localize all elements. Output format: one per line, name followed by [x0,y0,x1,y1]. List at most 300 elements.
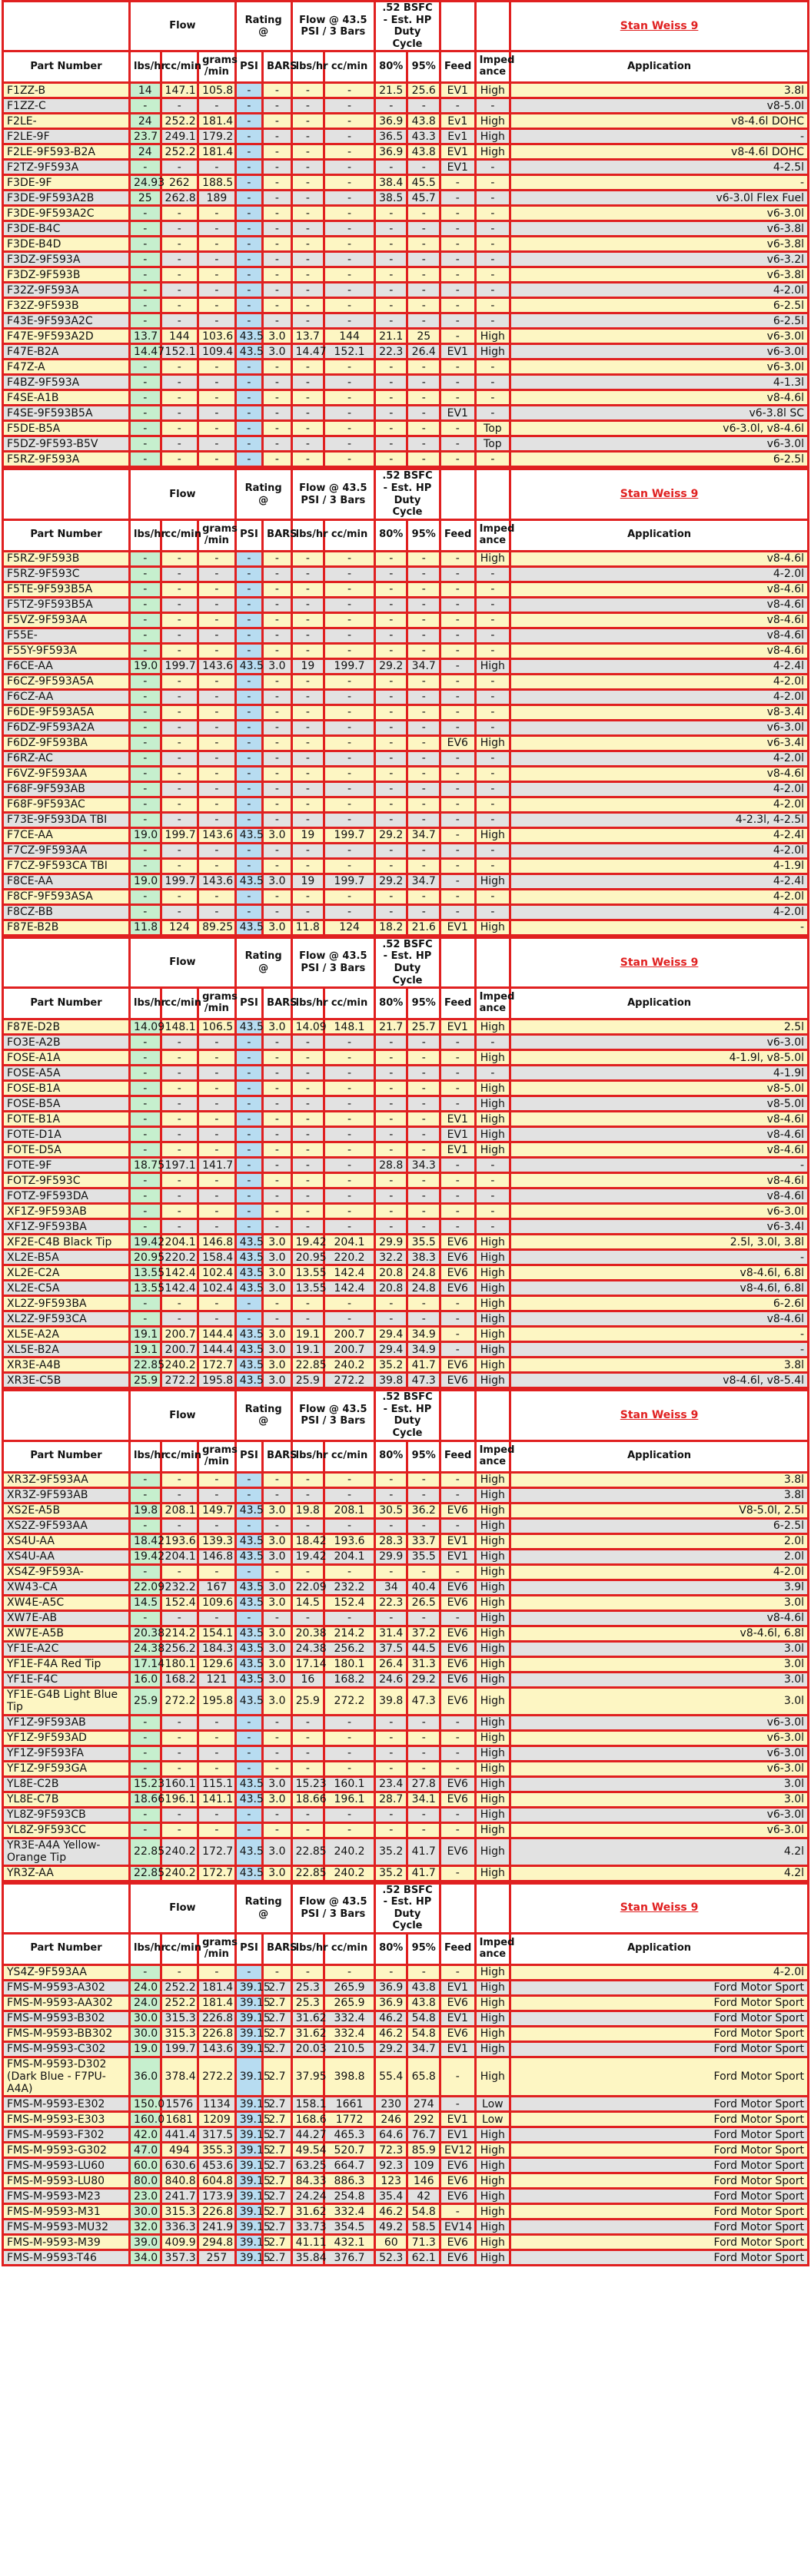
cell-grams-min: 195.8 [198,1373,236,1388]
cell-application: 4-1.3l [510,375,809,390]
cell-hp-95: - [407,781,440,797]
cell-grams-min: - [198,252,236,267]
column-header-hp-80: 80% [374,51,407,83]
cell-grams-min: 226.8 [198,2204,236,2220]
cell-application: v8-4.6l [510,551,809,566]
stan-weiss-link[interactable]: Stan Weiss 9 [510,2,809,51]
cell-hp-80: 20.8 [374,1281,407,1296]
cell-lbs-hr: 13.55 [130,1281,161,1296]
cell-bars: 3.0 [263,1687,291,1715]
cell-impedance: - [475,858,510,874]
cell-impedance: - [475,98,510,114]
cell-grams-min: - [198,1035,236,1050]
flow-group-header: Flow [130,1391,236,1441]
column-header-cc-min: cc/min [161,988,198,1019]
stan-weiss-link[interactable]: Stan Weiss 9 [510,469,809,519]
cell-impedance: High [475,1580,510,1595]
cell-cc-min: - [161,1142,198,1158]
cell-bars: 3.0 [263,1250,291,1265]
cell-flow-cc-min: 200.7 [324,1342,375,1358]
cell-hp-95: 292 [407,2112,440,2127]
table-row [3,252,809,267]
stan-weiss-link[interactable]: Stan Weiss 9 [510,1883,809,1933]
cell-bars: - [263,612,291,628]
cell-hp-80: 18.2 [374,920,407,935]
column-header-application: Application [510,519,809,551]
cell-lbs-hr: 24.38 [130,1641,161,1656]
cell-feed: EV6 [440,735,476,751]
cell-flow-lbs-hr: - [291,1158,324,1173]
table-row [3,1865,809,1881]
cell-application: v6-3.0l [510,360,809,375]
column-header-application: Application [510,988,809,1019]
cell-part-number: YF1E-F4C [3,1672,130,1687]
cell-bars: 3.0 [263,1656,291,1672]
table-row [3,375,809,390]
cell-flow-cc-min: - [324,1487,375,1503]
cell-part-number: F8CF-9F593ASA [3,889,130,904]
cell-lbs-hr: - [130,904,161,920]
cell-impedance: High [475,1838,510,1865]
flow-435-group-header: Flow @ 43.5 PSI / 3 Bars [291,469,374,519]
cell-hp-80: - [374,406,407,421]
cell-flow-cc-min: 232.2 [324,1580,375,1595]
cell-impedance: - [475,1204,510,1219]
cell-hp-95: - [407,206,440,221]
cell-application: 4-2.0l [510,751,809,766]
cell-bars: - [263,597,291,612]
cell-bars: - [263,582,291,597]
cell-impedance: Low [475,2097,510,2112]
cell-application: Ford Motor Sport [510,2204,809,2220]
cell-bars: 3.0 [263,1235,291,1250]
cell-application: Ford Motor Sport [510,2143,809,2158]
cell-flow-cc-min: - [324,889,375,904]
table-row [3,1358,809,1373]
cell-flow-cc-min: - [324,175,375,191]
cell-impedance: - [475,643,510,658]
cell-application: 4.2l [510,1838,809,1865]
cell-flow-cc-min: 256.2 [324,1641,375,1656]
cell-flow-cc-min: 199.7 [324,874,375,889]
cell-cc-min: - [161,643,198,658]
cell-hp-80: 21.1 [374,329,407,344]
cell-hp-95: - [407,283,440,298]
table-row [3,551,809,566]
table-row [3,2204,809,2220]
cell-cc-min: 124 [161,920,198,935]
column-header-bars: BARS [263,1933,291,1964]
cell-psi: 43.5 [235,329,262,344]
cell-grams-min: - [198,1564,236,1580]
cell-part-number: XS4U-AA [3,1549,130,1564]
cell-feed: - [440,689,476,705]
cell-psi: - [235,1066,262,1081]
cell-impedance: High [475,1656,510,1672]
part-spacer [3,2,130,51]
cell-lbs-hr: - [130,797,161,812]
cell-hp-95: - [407,1081,440,1096]
cell-flow-cc-min: - [324,191,375,206]
cell-psi: 39.15 [235,2097,262,2112]
cell-bars: - [263,390,291,406]
cell-part-number: YF1E-F4A Red Tip [3,1656,130,1672]
cell-part-number: F3DE-B4D [3,237,130,252]
cell-hp-95: 34.9 [407,1342,440,1358]
cell-hp-95: 25.6 [407,83,440,98]
cell-cc-min: 180.1 [161,1656,198,1672]
cell-hp-95: 34.1 [407,1792,440,1807]
part-spacer [3,1391,130,1441]
cell-psi: 43.5 [235,1327,262,1342]
table-row [3,160,809,175]
cell-application: v6-3.8l [510,221,809,237]
cell-hp-80: - [374,252,407,267]
cell-hp-80: 28.7 [374,1792,407,1807]
cell-flow-lbs-hr: - [291,114,324,129]
cell-flow-lbs-hr: - [291,129,324,144]
table-row [3,781,809,797]
cell-cc-min: - [161,160,198,175]
cell-hp-80: - [374,612,407,628]
cell-grams-min: - [198,1472,236,1487]
cell-psi: - [235,1715,262,1730]
cell-lbs-hr: - [130,206,161,221]
cell-feed: - [440,252,476,267]
cell-impedance: - [475,313,510,329]
cell-bars: - [263,144,291,160]
table-row [3,2189,809,2204]
cell-impedance: - [475,751,510,766]
cell-flow-lbs-hr: 31.62 [291,2204,324,2220]
cell-bars: - [263,643,291,658]
cell-hp-80: - [374,1964,407,1980]
cell-hp-80: 29.9 [374,1235,407,1250]
cell-lbs-hr: - [130,843,161,858]
cell-hp-80: - [374,1807,407,1822]
cell-flow-lbs-hr: 19.1 [291,1342,324,1358]
cell-bars: - [263,1204,291,1219]
cell-grams-min: 106.5 [198,1019,236,1035]
cell-part-number: XL2Z-9F593CA [3,1311,130,1327]
column-header-grams-min: grams /min [198,51,236,83]
cell-flow-lbs-hr: 11.8 [291,920,324,935]
table-row [3,874,809,889]
column-header-flow-lbs-hr: lbs/hr [291,1441,324,1472]
cell-bars: 2.7 [263,2112,291,2127]
table-row [3,406,809,421]
cell-cc-min: - [161,313,198,329]
cell-application: v6-3.0l [510,1746,809,1761]
header-row-columns [3,1441,809,1472]
cell-lbs-hr: - [130,452,161,467]
cell-bars: - [263,98,291,114]
cell-flow-lbs-hr: 41.11 [291,2235,324,2250]
cell-grams-min: - [198,597,236,612]
cell-part-number: FMS-M-9593-E302 [3,2097,130,2112]
cell-lbs-hr: 36.0 [130,2057,161,2096]
cell-feed: - [440,1518,476,1533]
cell-cc-min: - [161,1050,198,1066]
cell-hp-80: 29.2 [374,874,407,889]
cell-hp-95: 25 [407,329,440,344]
cell-hp-80: - [374,1296,407,1311]
cell-lbs-hr: 14.47 [130,344,161,360]
cell-flow-lbs-hr: 13.7 [291,329,324,344]
column-header-psi: PSI [235,1441,262,1472]
cell-psi: - [235,1081,262,1096]
cell-lbs-hr: - [130,436,161,452]
cell-hp-80: - [374,267,407,283]
cell-cc-min: - [161,1761,198,1776]
cell-flow-lbs-hr: - [291,751,324,766]
cell-feed: - [440,283,476,298]
cell-grams-min: 173.9 [198,2189,236,2204]
column-header-grams-min: grams /min [198,519,236,551]
cell-hp-80: - [374,597,407,612]
cell-hp-80: - [374,1189,407,1204]
cell-application: v6-3.0l [510,436,809,452]
cell-flow-cc-min: - [324,1158,375,1173]
cell-cc-min: 336.3 [161,2220,198,2235]
cell-impedance: - [475,360,510,375]
cell-lbs-hr: - [130,252,161,267]
cell-flow-cc-min: 240.2 [324,1865,375,1881]
cell-cc-min: - [161,1219,198,1235]
cell-flow-lbs-hr: 19.8 [291,1503,324,1518]
cell-flow-lbs-hr: - [291,1964,324,1980]
cell-hp-95: 54.8 [407,2011,440,2026]
cell-flow-cc-min: 332.4 [324,2204,375,2220]
flow-group-header: Flow [130,469,236,519]
cell-bars: - [263,1096,291,1112]
cell-lbs-hr: 24.0 [130,1995,161,2011]
cell-feed: EV6 [440,1503,476,1518]
cell-bars: - [263,237,291,252]
cell-cc-min: 315.3 [161,2011,198,2026]
cell-bars: - [263,1219,291,1235]
cell-grams-min: 167 [198,1580,236,1595]
cell-hp-80: 39.8 [374,1373,407,1388]
cell-lbs-hr: 18.75 [130,1158,161,1173]
cell-lbs-hr: 34.0 [130,2250,161,2266]
cell-hp-95: 41.7 [407,1838,440,1865]
cell-cc-min: 494 [161,2143,198,2158]
cell-impedance: - [475,160,510,175]
cell-feed: EV6 [440,1281,476,1296]
cell-application: v6-3.0l [510,720,809,735]
cell-cc-min: - [161,206,198,221]
cell-bars: - [263,812,291,827]
cell-cc-min: 204.1 [161,1549,198,1564]
cell-cc-min: - [161,1807,198,1822]
cell-grams-min: 143.6 [198,874,236,889]
cell-cc-min: - [161,674,198,689]
cell-hp-95: - [407,766,440,781]
cell-cc-min: 1681 [161,2112,198,2127]
cell-psi: - [235,1035,262,1050]
cell-feed: - [440,1096,476,1112]
cell-psi: 39.15 [235,2204,262,2220]
cell-hp-80: 30.5 [374,1503,407,1518]
cell-application: 4-2.0l [510,283,809,298]
table-row [3,705,809,720]
cell-bars: - [263,175,291,191]
cell-grams-min: - [198,1112,236,1127]
cell-lbs-hr: 42.0 [130,2127,161,2143]
cell-psi: 43.5 [235,827,262,843]
cell-bars: 2.7 [263,2189,291,2204]
cell-flow-cc-min: - [324,252,375,267]
cell-application: Ford Motor Sport [510,2250,809,2266]
cell-hp-80: 55.4 [374,2057,407,2096]
cell-psi: 39.15 [235,2235,262,2250]
cell-flow-cc-min: 265.9 [324,1980,375,1995]
cell-hp-95: - [407,1035,440,1050]
table-row [3,191,809,206]
table-row [3,1715,809,1730]
cell-psi: 43.5 [235,1373,262,1388]
table-row [3,83,809,98]
cell-part-number: F87E-B2B [3,920,130,935]
cell-feed: EV1 [440,2011,476,2026]
cell-flow-cc-min: - [324,313,375,329]
cell-psi: - [235,360,262,375]
cell-hp-80: - [374,551,407,566]
cell-feed: EV1 [440,1533,476,1549]
cell-flow-lbs-hr: - [291,313,324,329]
cell-hp-80: 38.5 [374,191,407,206]
cell-grams-min: - [198,160,236,175]
cell-psi: - [235,83,262,98]
cell-flow-cc-min: 204.1 [324,1549,375,1564]
cell-hp-95: 62.1 [407,2250,440,2266]
stan-weiss-link[interactable]: Stan Weiss 9 [510,937,809,987]
table-row [3,421,809,436]
cell-lbs-hr: 14 [130,83,161,98]
cell-application: 6-2.6l [510,1296,809,1311]
cell-hp-95: - [407,1112,440,1127]
cell-psi: 39.15 [235,2220,262,2235]
cell-part-number: F3DE-9F593A2C [3,206,130,221]
cell-grams-min: 181.4 [198,114,236,129]
cell-feed: - [440,643,476,658]
cell-grams-min: 102.4 [198,1281,236,1296]
cell-hp-80: - [374,781,407,797]
table-row [3,812,809,827]
cell-application: Ford Motor Sport [510,2189,809,2204]
cell-hp-95: - [407,1746,440,1761]
injector-table-section [2,0,809,468]
cell-flow-lbs-hr: - [291,267,324,283]
cell-application: v8-4.6l [510,1173,809,1189]
cell-feed: - [440,827,476,843]
cell-application: 3.0l [510,1792,809,1807]
cell-lbs-hr: 13.55 [130,1265,161,1281]
cell-bars: - [263,1158,291,1173]
cell-hp-95: 33.7 [407,1533,440,1549]
cell-bars: - [263,114,291,129]
cell-part-number: F5VZ-9F593AA [3,612,130,628]
stan-weiss-link[interactable]: Stan Weiss 9 [510,1391,809,1441]
cell-cc-min: 147.1 [161,83,198,98]
cell-part-number: F32Z-9F593A [3,283,130,298]
cell-hp-95: 31.3 [407,1656,440,1672]
cell-application: 4-2.3l, 4-2.5l [510,812,809,827]
cell-feed: EV1 [440,83,476,98]
cell-cc-min: 252.2 [161,1995,198,2011]
cell-psi: - [235,1112,262,1127]
cell-lbs-hr: 30.0 [130,2011,161,2026]
cell-application: 6-2.5l [510,298,809,313]
cell-flow-cc-min: 398.8 [324,2057,375,2096]
cell-bars: 3.0 [263,1327,291,1342]
cell-flow-cc-min: - [324,1096,375,1112]
cell-cc-min: - [161,720,198,735]
cell-grams-min: 272.2 [198,2057,236,2096]
cell-flow-cc-min: 180.1 [324,1656,375,1672]
cell-hp-95: 65.8 [407,2057,440,2096]
cell-psi: - [235,766,262,781]
cell-cc-min: - [161,1564,198,1580]
cell-lbs-hr: 17.14 [130,1656,161,1672]
cell-lbs-hr: 13.7 [130,329,161,344]
cell-application: - [510,920,809,935]
cell-impedance: High [475,1503,510,1518]
cell-part-number: FMS-M-9593-M23 [3,2189,130,2204]
cell-hp-80: - [374,1112,407,1127]
cell-grams-min: 129.6 [198,1656,236,1672]
cell-grams-min: - [198,1715,236,1730]
cell-grams-min: 172.7 [198,1358,236,1373]
cell-bars: - [263,766,291,781]
cell-feed: - [440,1327,476,1342]
cell-grams-min: 149.7 [198,1503,236,1518]
cell-application: 4.2l [510,1865,809,1881]
cell-feed: - [440,628,476,643]
cell-grams-min: 109.6 [198,1595,236,1610]
cell-lbs-hr: 19.42 [130,1235,161,1250]
cell-flow-cc-min: 432.1 [324,2235,375,2250]
column-header-feed: Feed [440,1933,476,1964]
table-row [3,2220,809,2235]
cell-flow-lbs-hr: - [291,390,324,406]
cell-cc-min: - [161,797,198,812]
cell-hp-95: - [407,1296,440,1311]
cell-lbs-hr: - [130,751,161,766]
cell-psi: 43.5 [235,1358,262,1373]
cell-application: Ford Motor Sport [510,2097,809,2112]
cell-flow-cc-min: 148.1 [324,1019,375,1035]
cell-application: Ford Motor Sport [510,2011,809,2026]
cell-psi: - [235,1050,262,1066]
cell-application: 4-1.9l [510,858,809,874]
cell-feed: EV1 [440,2112,476,2127]
cell-hp-95: - [407,797,440,812]
cell-part-number: F6DZ-9F593A2A [3,720,130,735]
cell-psi: - [235,436,262,452]
column-header-grams-min: grams /min [198,988,236,1019]
cell-feed: - [440,1189,476,1204]
cell-hp-80: 64.6 [374,2127,407,2143]
cell-hp-80: - [374,1035,407,1050]
cell-psi: 39.15 [235,2189,262,2204]
cell-bars: - [263,628,291,643]
cell-flow-lbs-hr: - [291,766,324,781]
cell-hp-95: - [407,1096,440,1112]
cell-feed: - [440,874,476,889]
cell-bars: 3.0 [263,1503,291,1518]
